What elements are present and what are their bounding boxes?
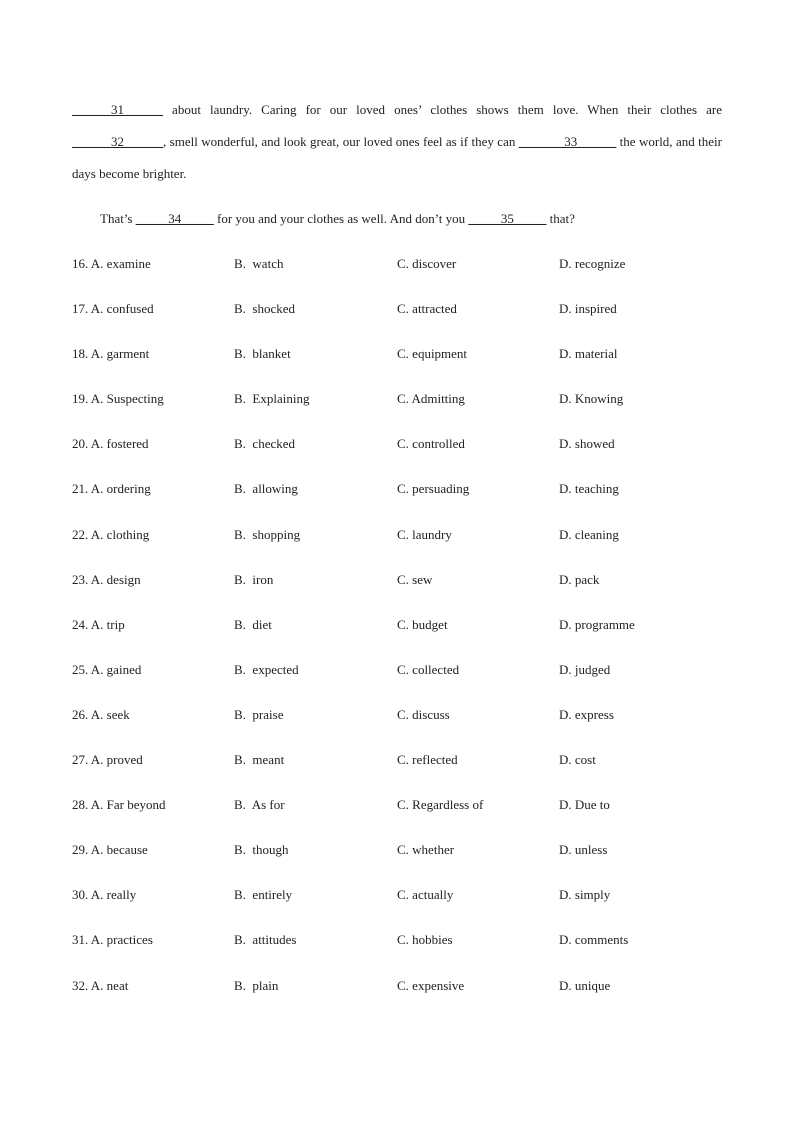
option-text: B. As for [234, 797, 285, 813]
option-text: D. showed [559, 436, 615, 452]
passage-text: about laundry. Caring for our loved ones’ clothes shows them love. When their clothes are [163, 102, 722, 117]
option-b [234, 436, 295, 452]
question-row [72, 384, 722, 429]
option-text: A. Suspecting [90, 391, 164, 407]
question-row [72, 790, 722, 835]
option-text: D. programme [559, 616, 635, 632]
option-b [234, 932, 296, 948]
option-text: B. plain [234, 977, 279, 993]
option-c [397, 887, 453, 903]
question-row [72, 925, 722, 970]
option-text: D. cost [559, 752, 596, 768]
option-d [559, 842, 607, 858]
option-text: C. collected [397, 661, 460, 677]
option-text: D. inspired [559, 301, 617, 317]
option-text: A. because [90, 842, 148, 858]
question-row [72, 835, 722, 880]
option-text: A. Far beyond [90, 797, 166, 813]
option-a [72, 887, 136, 903]
option-b [234, 256, 283, 272]
option-c [397, 932, 453, 948]
question-row [72, 294, 722, 339]
option-d [559, 707, 614, 723]
passage-text: That’s [100, 211, 136, 226]
question-number: 22. [72, 526, 89, 542]
question-number: 28. [72, 797, 89, 813]
option-d [559, 346, 617, 362]
question-row [72, 565, 722, 610]
option-c [397, 256, 456, 272]
question-number: 24. [72, 616, 89, 632]
option-text: B. iron [234, 571, 274, 587]
option-a [72, 346, 149, 362]
question-number: 30. [72, 887, 89, 903]
option-c [397, 752, 458, 768]
option-a [72, 752, 143, 768]
option-text: A. examine [90, 256, 151, 271]
option-b [234, 752, 284, 768]
option-c [397, 391, 465, 407]
option-d [559, 752, 596, 768]
option-text: D. simply [559, 887, 611, 903]
option-text: D. express [559, 706, 614, 722]
option-b [234, 572, 273, 588]
option-text: C. reflected [397, 752, 458, 768]
option-text: D. material [559, 346, 618, 362]
option-text: C. laundry [397, 526, 452, 542]
question-row [72, 971, 722, 1016]
option-text: D. unique [559, 977, 611, 993]
question-number: 16. [72, 256, 89, 271]
option-d [559, 391, 623, 407]
question-row [72, 474, 722, 519]
option-text: B. meant [234, 752, 285, 768]
option-text: B. watch [234, 256, 284, 271]
option-text: D. recognize [559, 256, 626, 271]
question-row [72, 700, 722, 745]
option-text: A. really [90, 887, 137, 903]
option-d [559, 481, 619, 497]
option-text: C. equipment [397, 346, 468, 362]
option-text: C. Admitting [397, 391, 465, 407]
question-row [72, 655, 722, 700]
option-text: D. pack [559, 571, 600, 587]
option-text: B. praise [234, 706, 284, 722]
option-text: A. confused [90, 301, 154, 317]
blank-33: _______33______ [518, 134, 617, 149]
option-a [72, 797, 166, 813]
option-text: B. Explaining [234, 391, 310, 407]
option-c [397, 527, 452, 543]
option-text: C. controlled [397, 436, 465, 452]
passage-paragraph-1 [72, 94, 722, 190]
question-number: 19. [72, 391, 89, 407]
option-text: D. Due to [559, 797, 610, 813]
option-a [72, 932, 153, 948]
option-b [234, 662, 299, 678]
option-text: C. budget [397, 616, 448, 632]
option-c [397, 707, 450, 723]
option-d [559, 256, 625, 272]
question-options-list [72, 249, 722, 1016]
option-c [397, 481, 469, 497]
option-d [559, 527, 619, 543]
option-b [234, 527, 300, 543]
option-text: C. discuss [397, 706, 450, 722]
option-b [234, 842, 289, 858]
option-b [234, 391, 309, 407]
question-number: 29. [72, 842, 89, 858]
option-text: B. expected [234, 661, 299, 677]
question-row [72, 880, 722, 925]
option-d [559, 932, 628, 948]
option-text: B. diet [234, 616, 272, 632]
question-number: 25. [72, 661, 89, 677]
option-text: B. though [234, 842, 289, 858]
option-c [397, 797, 483, 813]
option-b [234, 797, 285, 813]
option-text: B. shopping [234, 526, 301, 542]
option-b [234, 301, 295, 317]
option-text: D. teaching [559, 481, 619, 497]
option-text: C. attracted [397, 301, 457, 317]
option-text: B. checked [234, 436, 296, 452]
question-number: 23. [72, 571, 89, 587]
option-d [559, 617, 635, 633]
option-c [397, 617, 448, 633]
question-row [72, 339, 722, 384]
question-row [72, 745, 722, 790]
question-row [72, 249, 722, 294]
question-row [72, 520, 722, 565]
option-a [72, 436, 149, 452]
passage-text: , smell wonderful, and look great, our loved ones feel as if they can [163, 134, 519, 149]
option-b [234, 346, 291, 362]
option-c [397, 572, 432, 588]
option-b [234, 978, 278, 994]
option-text: D. cleaning [559, 526, 619, 542]
question-number: 32. [72, 977, 89, 993]
option-text: A. proved [90, 752, 143, 768]
option-d [559, 662, 610, 678]
passage-paragraph-2 [72, 203, 722, 235]
option-d [559, 887, 610, 903]
option-b [234, 617, 272, 633]
blank-34: _____34_____ [135, 211, 214, 226]
passage-text: that? [546, 211, 575, 226]
option-text: C. sew [397, 571, 433, 587]
option-text: D. comments [559, 932, 629, 948]
option-text: C. hobbies [397, 932, 453, 948]
option-text: A. trip [90, 616, 125, 632]
option-c [397, 842, 454, 858]
option-text: C. expensive [397, 977, 465, 993]
passage-text: the world, and their days become brighter. [72, 134, 722, 181]
question-number: 31. [72, 932, 89, 948]
option-text: A. neat [90, 977, 129, 993]
option-d [559, 436, 615, 452]
option-b [234, 707, 283, 723]
question-row [72, 610, 722, 655]
option-a [72, 707, 130, 723]
option-a [72, 481, 151, 497]
option-text: A. garment [90, 346, 150, 362]
option-d [559, 978, 610, 994]
blank-32: ______32______ [72, 134, 163, 149]
option-a [72, 617, 125, 633]
option-a [72, 662, 141, 678]
question-number: 17. [72, 301, 89, 317]
option-text: A. gained [90, 661, 142, 677]
option-d [559, 572, 599, 588]
question-number: 27. [72, 752, 89, 768]
option-c [397, 978, 464, 994]
option-a [72, 301, 154, 317]
option-text: C. actually [397, 887, 454, 903]
option-a [72, 527, 149, 543]
option-b [234, 887, 292, 903]
option-a [72, 978, 128, 994]
option-text: D. judged [559, 661, 611, 677]
option-text: B. allowing [234, 481, 298, 497]
option-b [234, 481, 298, 497]
blank-35: _____35_____ [468, 211, 547, 226]
passage-text: for you and your clothes as well. And don’t you [213, 211, 469, 226]
option-text: B. attitudes [234, 932, 297, 948]
option-text: C. whether [397, 842, 455, 858]
option-c [397, 346, 467, 362]
question-number: 26. [72, 706, 89, 722]
option-a [72, 391, 164, 407]
option-text: A. practices [90, 932, 153, 948]
question-number: 20. [72, 436, 89, 452]
option-a [72, 572, 141, 588]
option-text: D. unless [559, 842, 608, 858]
blank-31: ______31______ [72, 102, 163, 117]
option-text: A. fostered [90, 436, 149, 452]
option-d [559, 797, 610, 813]
option-text: D. Knowing [559, 391, 624, 407]
option-text: B. blanket [234, 346, 291, 362]
question-row [72, 429, 722, 474]
option-text: C. persuading [397, 481, 470, 497]
option-text: C. Regardless of [397, 797, 484, 813]
option-text: B. entirely [234, 887, 293, 903]
option-c [397, 301, 457, 317]
question-number: 18. [72, 346, 89, 362]
option-text: A. seek [90, 706, 130, 722]
option-text: A. design [90, 571, 141, 587]
question-number: 21. [72, 481, 89, 497]
option-d [559, 301, 617, 317]
option-text: B. shocked [234, 301, 296, 317]
option-a [72, 256, 151, 272]
option-c [397, 662, 459, 678]
option-c [397, 436, 465, 452]
option-text: C. discover [397, 256, 457, 271]
option-a [72, 842, 148, 858]
option-text: A. ordering [90, 481, 151, 497]
option-text: A. clothing [90, 526, 150, 542]
